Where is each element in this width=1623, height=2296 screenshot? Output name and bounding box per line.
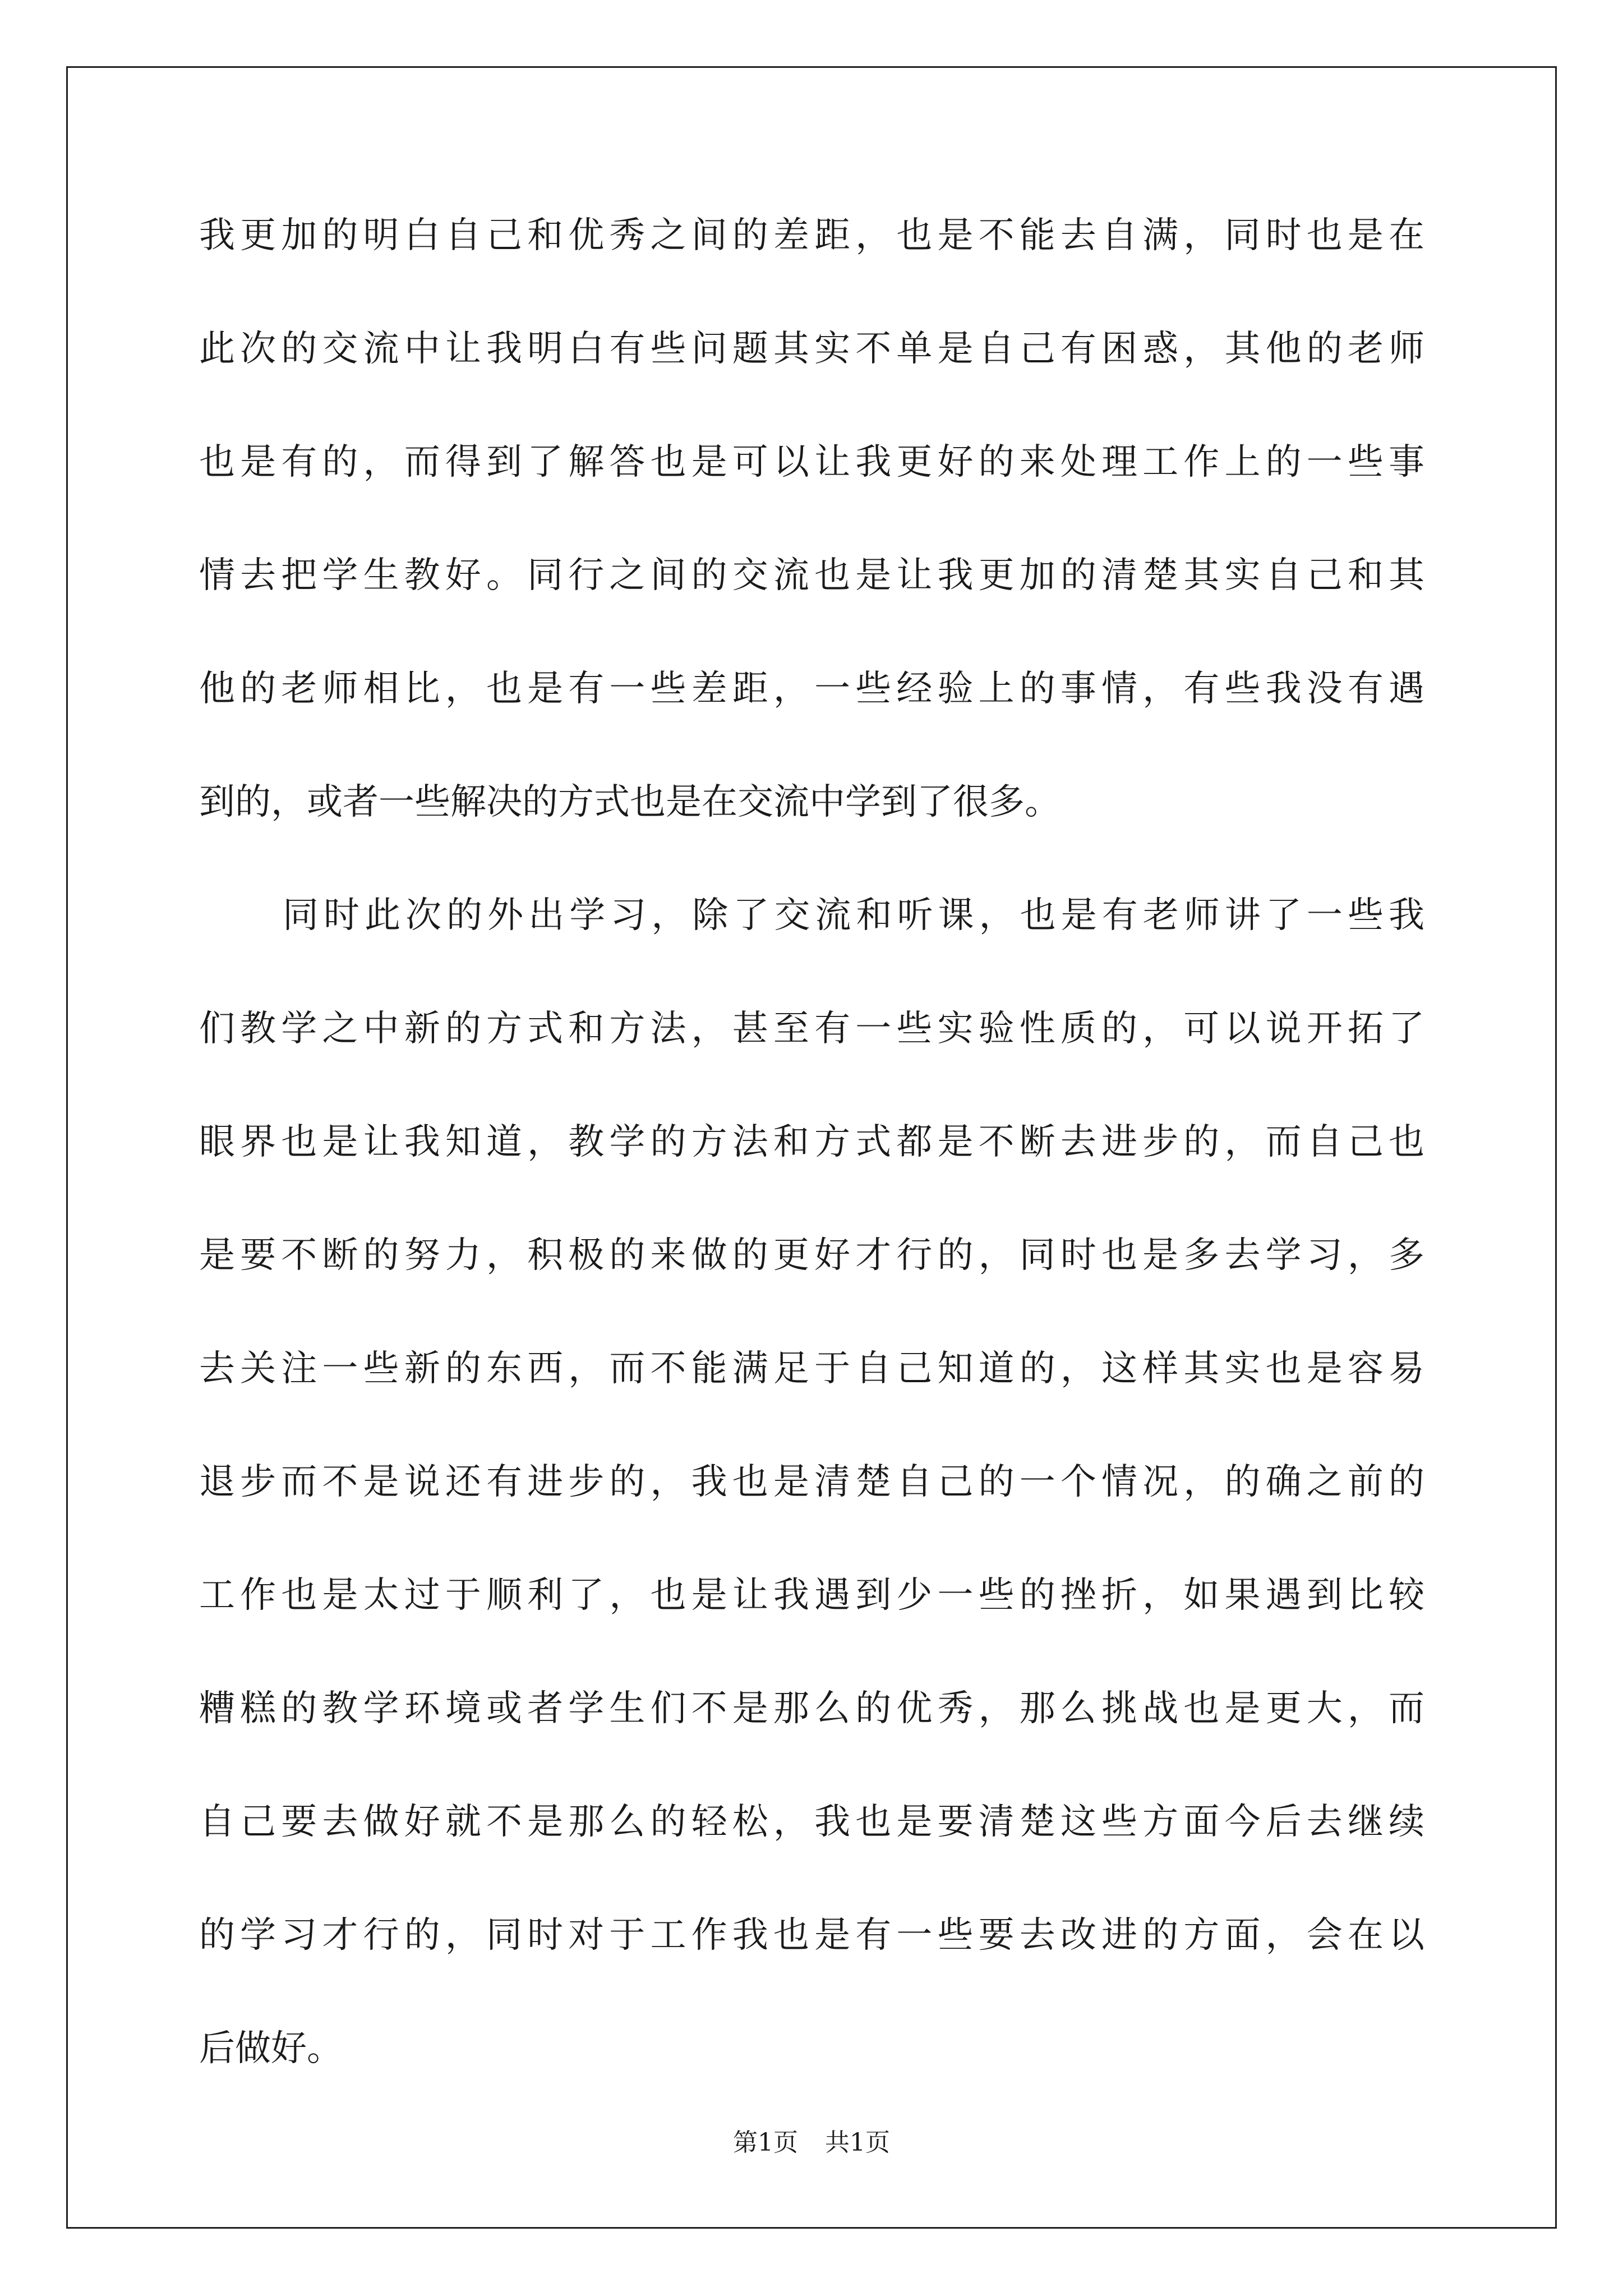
paragraph-2 <box>199 895 1424 2144</box>
text-line: 去关注一些新的东西，而不能满足于自己知道的，这样其实也是容易 <box>199 1348 1424 1389</box>
text-line: 自己要去做好就不是那么的轻松，我也是要清楚这些方面今后去继续 <box>199 1801 1424 1843</box>
document-body <box>199 215 1424 2144</box>
page-number-current: 第1页 <box>733 2128 798 2157</box>
text-line: 他的老师相比，也是有一些差距，一些经验上的事情，有些我没有遇 <box>199 668 1424 710</box>
text-line: 是要不断的努力，积极的来做的更好才行的，同时也是多去学习，多 <box>199 1235 1424 1276</box>
text-line: 眼界也是让我知道，教学的方法和方式都是不断去进步的，而自己也 <box>199 1121 1424 1163</box>
text-line: 退步而不是说还有进步的，我也是清楚自己的一个情况，的确之前的 <box>199 1461 1424 1503</box>
page-footer <box>0 2129 1623 2157</box>
text-line: 工作也是太过于顺利了，也是让我遇到少一些的挫折，如果遇到比较 <box>199 1575 1424 1616</box>
text-line: 同时此次的外出学习，除了交流和听课，也是有老师讲了一些我 <box>283 895 1424 936</box>
paragraph-1 <box>199 215 1424 898</box>
text-line: 糟糕的教学环境或者学生们不是那么的优秀，那么挑战也是更大，而 <box>199 1688 1424 1729</box>
text-line: 我更加的明白自己和优秀之间的差距，也是不能去自满，同时也是在 <box>199 215 1424 256</box>
text-line: 们教学之中新的方式和方法，甚至有一些实验性质的，可以说开拓了 <box>199 1008 1424 1050</box>
page-number-total: 共1页 <box>825 2128 890 2157</box>
text-line: 此次的交流中让我明白有些问题其实不单是自己有困惑，其他的老师 <box>199 328 1424 370</box>
text-line: 到的，或者一些解决的方式也是在交流中学到了很多。 <box>199 781 1061 823</box>
text-line: 情去把学生教好。同行之间的交流也是让我更加的清楚其实自己和其 <box>199 555 1424 596</box>
text-line: 的学习才行的，同时对于工作我也是有一些要去改进的方面，会在以 <box>199 1915 1424 1956</box>
text-line: 后做好。 <box>199 2028 343 2069</box>
text-line: 也是有的，而得到了解答也是可以让我更好的来处理工作上的一些事 <box>199 441 1424 483</box>
